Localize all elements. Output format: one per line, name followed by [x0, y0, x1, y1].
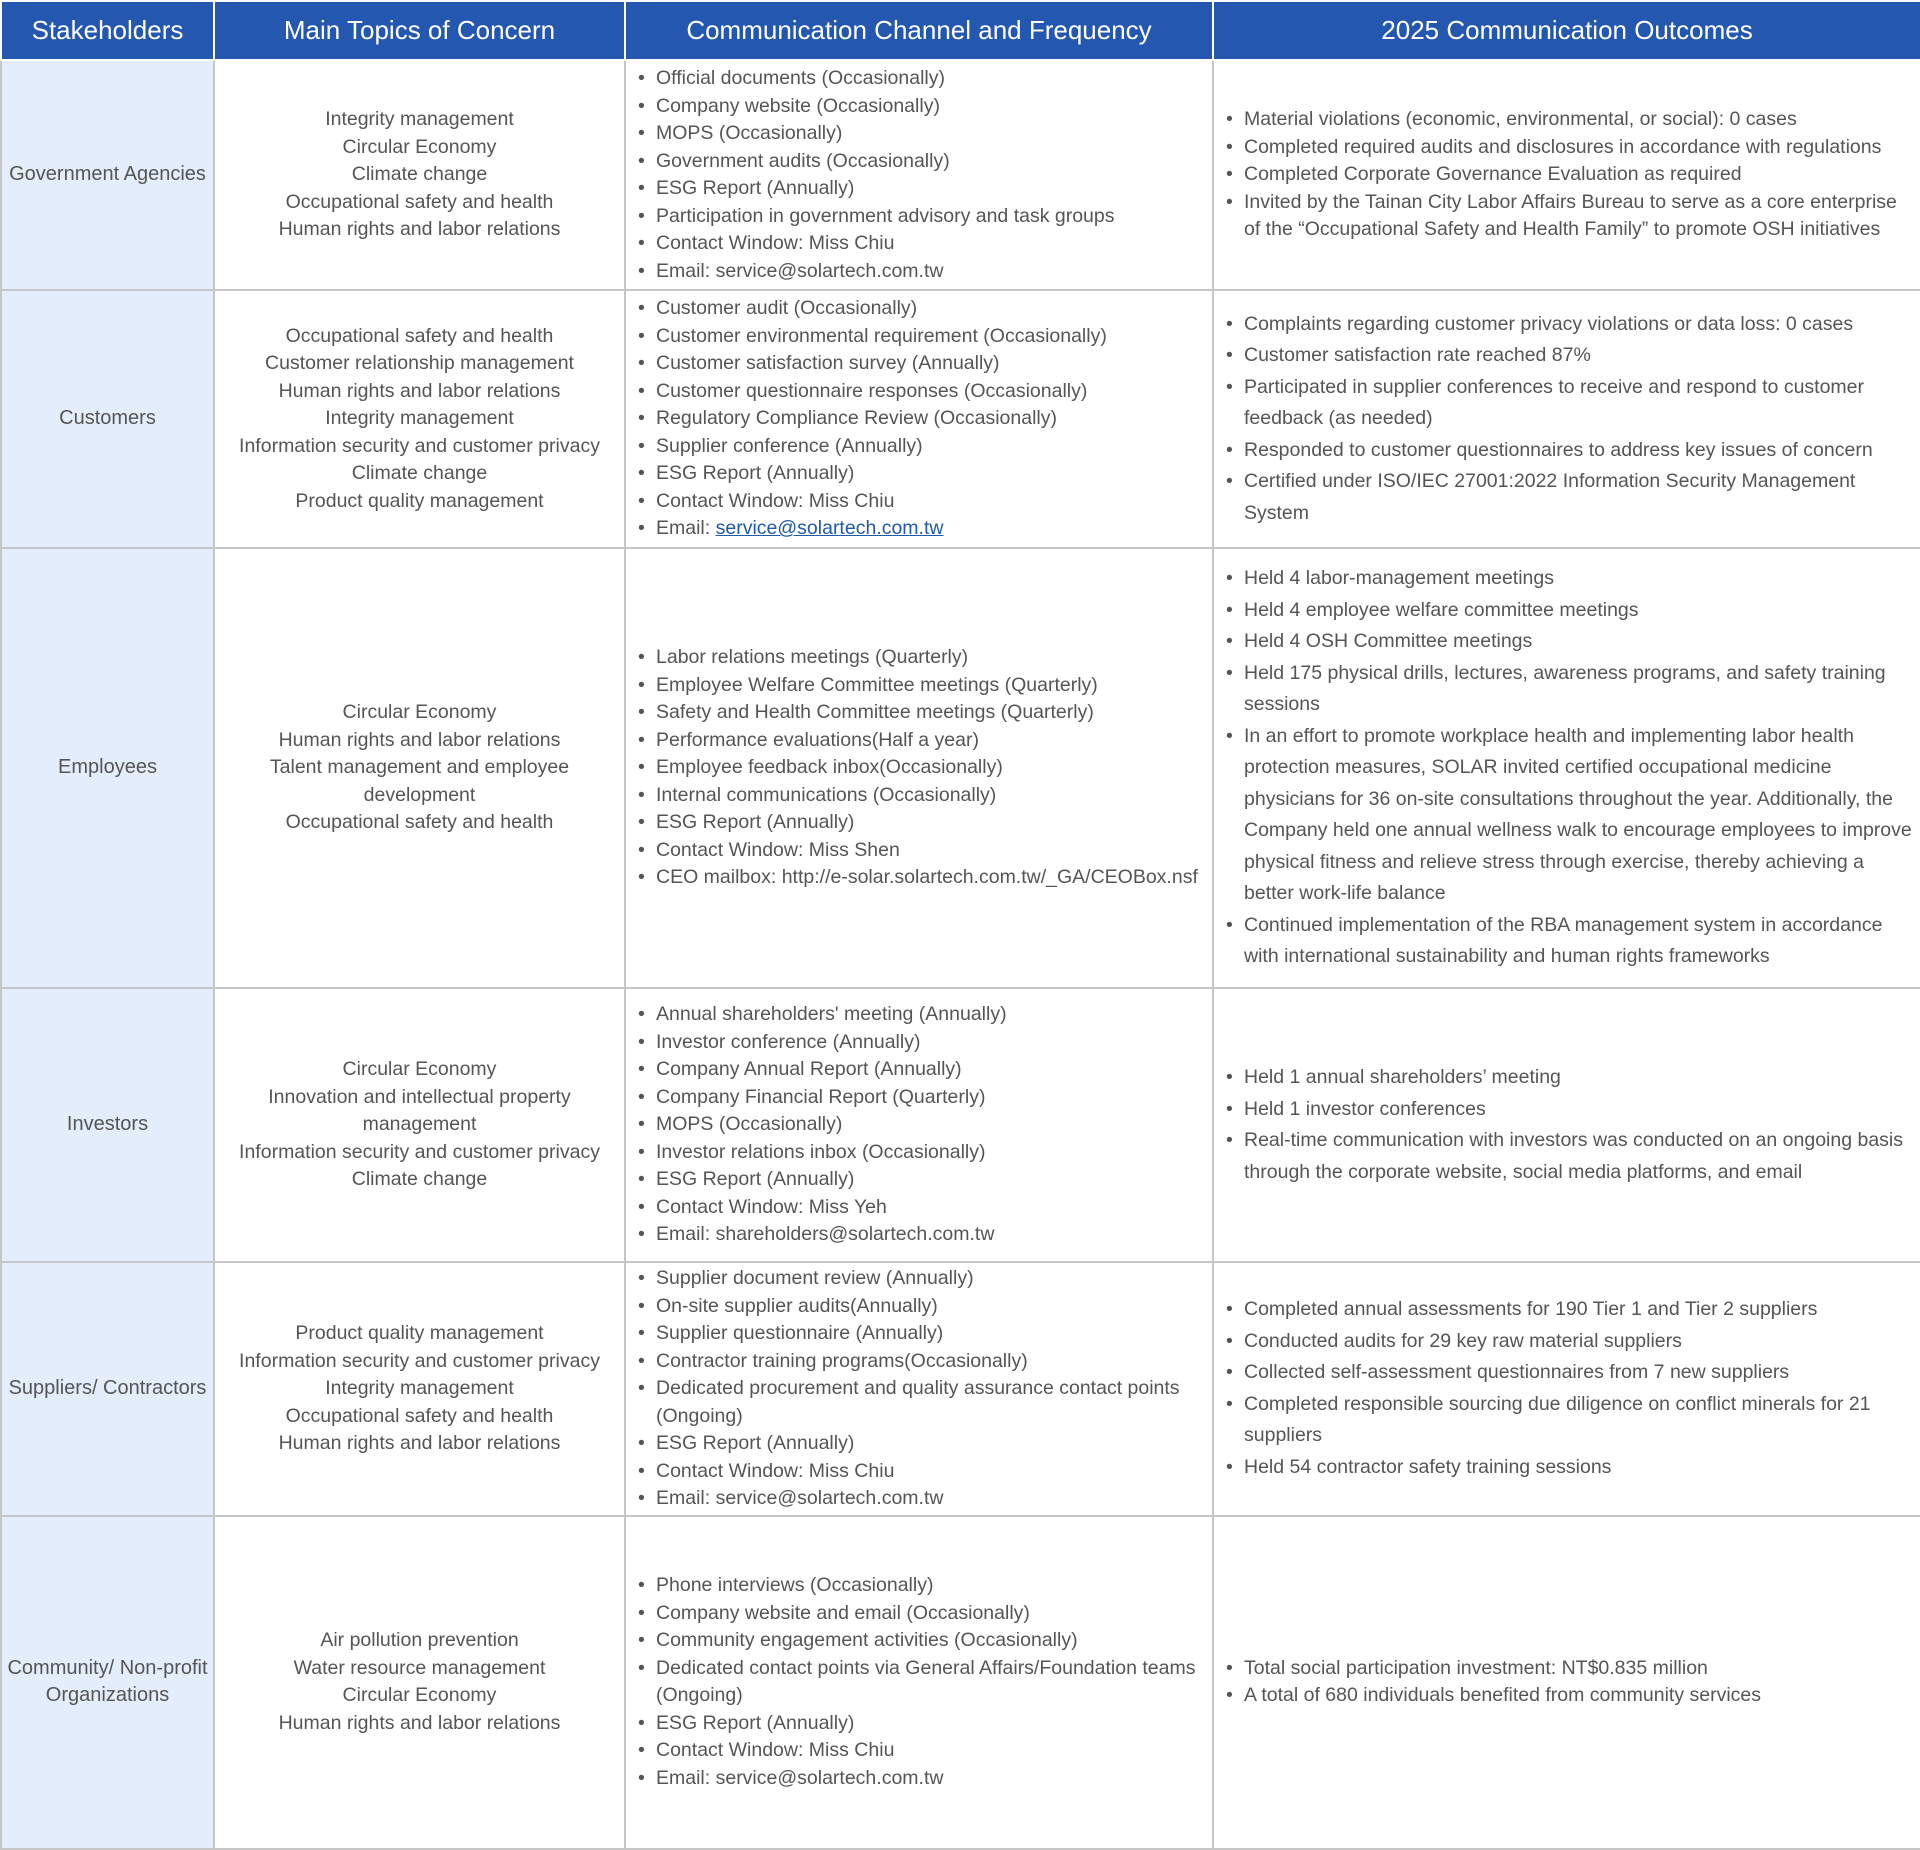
- channel-item: • Company Annual Report (Annually): [634, 1056, 1204, 1084]
- channel-item: • Labor relations meetings (Quarterly): [634, 644, 1204, 672]
- channel-item: • Email: service@solartech.com.tw: [634, 1765, 1204, 1793]
- channel-item: • Company website (Occasionally): [634, 93, 1204, 121]
- outcomes-cell: [1213, 548, 1920, 988]
- channel-item: • Supplier document review (Annually): [634, 1265, 1204, 1293]
- topic-item: Air pollution prevention: [320, 1629, 519, 1651]
- channel-item: • Government audits (Occasionally): [634, 148, 1204, 176]
- channel-item: • Contact Window: Miss Chiu: [634, 1737, 1204, 1765]
- channel-item: • Phone interviews (Occasionally): [634, 1572, 1204, 1600]
- channel-item: • Supplier questionnaire (Annually): [634, 1320, 1204, 1348]
- table-row: [1, 1516, 1920, 1849]
- channel-item: • Email: service@solartech.com.tw: [634, 1485, 1204, 1513]
- topic-item: Customer relationship management: [265, 352, 574, 375]
- channel-item: • Contact Window: Miss Chiu: [634, 488, 1204, 516]
- channel-item: • Annual shareholders' meeting (Annually): [634, 1001, 1204, 1029]
- outcomes-cell: [1213, 988, 1920, 1262]
- header-main-topics: Main Topics of Concern: [214, 1, 625, 60]
- channel-item: • Dedicated procurement and quality assurance contact points (Ongoing): [634, 1375, 1204, 1430]
- channel-item: • Safety and Health Committee meetings (Quarterly): [634, 699, 1204, 727]
- channel-item: • MOPS (Occasionally): [634, 1111, 1204, 1139]
- topic-item: Human rights and labor relations: [278, 218, 561, 241]
- channels-list: [634, 65, 1204, 285]
- topic-item: Climate change: [351, 163, 488, 186]
- channel-item: • Email: shareholders@solartech.com.tw: [634, 1221, 1204, 1249]
- channel-item: • ESG Report (Annually): [634, 1710, 1204, 1738]
- topics-cell: [214, 1516, 625, 1849]
- table-row: [1, 1262, 1920, 1516]
- topic-item: Circular Economy: [342, 1684, 497, 1706]
- channels-list: [634, 1572, 1204, 1792]
- outcome-item: • Responded to customer questionnaires to address key issues of concern: [1222, 435, 1912, 467]
- topic-item: Circular Economy: [342, 1058, 497, 1081]
- outcome-item: • Held 1 investor conferences: [1222, 1094, 1912, 1126]
- stakeholder-cell: Community/ Non-profit Organizations: [1, 1516, 214, 1849]
- outcome-item: • Completed required audits and disclosures in accordance with regulations: [1222, 134, 1912, 162]
- channel-item: • ESG Report (Annually): [634, 460, 1204, 488]
- channels-list: [634, 1001, 1204, 1249]
- header-row: [1, 1, 1920, 60]
- channels-list: [634, 644, 1204, 892]
- header-stakeholders: Stakeholders: [1, 1, 214, 60]
- channel-item: • Participation in government advisory and task groups: [634, 203, 1204, 231]
- topics-cell: [214, 1262, 625, 1516]
- outcomes-list: [1222, 563, 1912, 973]
- channel-item: • ESG Report (Annually): [634, 1430, 1204, 1458]
- topic-item: Occupational safety and health: [285, 811, 554, 834]
- channel-item: • Contact Window: Miss Chiu: [634, 230, 1204, 258]
- channel-item: • MOPS (Occasionally): [634, 120, 1204, 148]
- channel-item: • ESG Report (Annually): [634, 1166, 1204, 1194]
- outcome-item: • Invited by the Tainan City Labor Affairs Bureau to serve as a core enterprise of the “Occupational Safety and Health Family” to promote OSH initiatives: [1222, 189, 1912, 244]
- outcome-item: • Collected self-assessment questionnaires from 7 new suppliers: [1222, 1357, 1912, 1389]
- outcomes-list: [1222, 1655, 1912, 1710]
- topic-item: Human rights and labor relations: [278, 379, 561, 402]
- topic-item: Human rights and labor relations: [278, 1432, 561, 1454]
- outcome-item: • Certified under ISO/IEC 27001:2022 Information Security Management System: [1222, 466, 1912, 529]
- table-row: [1, 60, 1920, 290]
- channel-item: • Contact Window: Miss Shen: [634, 837, 1204, 865]
- channel-item: • Internal communications (Occasionally): [634, 782, 1204, 810]
- table-row: [1, 548, 1920, 988]
- channel-item: • Customer environmental requirement (Occasionally): [634, 323, 1204, 351]
- outcome-item: • Customer satisfaction rate reached 87%: [1222, 340, 1912, 372]
- channel-item: • Performance evaluations(Half a year): [634, 727, 1204, 755]
- channel-item: • CEO mailbox: http://e-solar.solartech.com.tw/_GA/CEOBox.nsf: [634, 864, 1204, 892]
- channel-item: • Employee Welfare Committee meetings (Quarterly): [634, 672, 1204, 700]
- topics-cell: [214, 988, 625, 1262]
- outcome-item: • A total of 680 individuals benefited from community services: [1222, 1682, 1912, 1710]
- email-label: Email:: [656, 517, 716, 540]
- topic-item: Human rights and labor relations: [278, 1711, 561, 1734]
- channel-item: • Contractor training programs(Occasionally): [634, 1348, 1204, 1376]
- channel-item: • Company website and email (Occasionally): [634, 1600, 1204, 1628]
- channel-item: • Dedicated contact points via General Affairs/Foundation teams (Ongoing): [634, 1655, 1204, 1710]
- topic-item: Human rights and labor relations: [278, 728, 561, 751]
- topic-item: Climate change: [351, 462, 488, 485]
- stakeholder-cell: Employees: [1, 548, 214, 988]
- outcome-item: • Held 4 labor-management meetings: [1222, 563, 1912, 595]
- outcome-item: • Conducted audits for 29 key raw material suppliers: [1222, 1326, 1912, 1358]
- table-row: [1, 290, 1920, 548]
- outcomes-list: [1222, 309, 1912, 530]
- channels-cell: [625, 988, 1213, 1262]
- channel-item: • ESG Report (Annually): [634, 175, 1204, 203]
- channel-item: • Contact Window: Miss Chiu: [634, 1458, 1204, 1486]
- channel-item: • Community engagement activities (Occasionally): [634, 1627, 1204, 1655]
- topic-item: Information security and customer privacy: [239, 1140, 600, 1163]
- outcomes-cell: [1213, 1262, 1920, 1516]
- topic-item: Information security and customer privacy: [239, 434, 600, 457]
- channel-item: • Investor relations inbox (Occasionally): [634, 1139, 1204, 1167]
- topic-item: Integrity management: [325, 407, 514, 430]
- channels-cell: [625, 60, 1213, 290]
- channel-item-email: [634, 515, 1204, 543]
- topics-cell: [214, 60, 625, 290]
- channel-item: • Customer questionnaire responses (Occasionally): [634, 378, 1204, 406]
- outcomes-cell: [1213, 60, 1920, 290]
- outcome-item: • Completed annual assessments for 190 Tier 1 and Tier 2 suppliers: [1222, 1294, 1912, 1326]
- channels-list: [634, 295, 1204, 543]
- stakeholder-cell: Investors: [1, 988, 214, 1262]
- channel-item: • Supplier conference (Annually): [634, 433, 1204, 461]
- outcome-item: • Completed Corporate Governance Evaluation as required: [1222, 161, 1912, 189]
- topics-cell: [214, 548, 625, 988]
- header-channel-frequency: Communication Channel and Frequency: [625, 1, 1213, 60]
- topic-item: Integrity management: [325, 1377, 514, 1399]
- outcome-item: • Continued implementation of the RBA management system in accordance with international sustainability and human rights frameworks: [1222, 910, 1912, 973]
- table-row: [1, 988, 1920, 1262]
- channels-cell: [625, 1516, 1213, 1849]
- channel-item: • Customer audit (Occasionally): [634, 295, 1204, 323]
- topic-item: Climate change: [351, 1168, 488, 1191]
- channel-item: • Email: service@solartech.com.tw: [634, 258, 1204, 286]
- outcome-item: • Material violations (economic, environmental, or social): 0 cases: [1222, 106, 1912, 134]
- channels-cell: [625, 1262, 1213, 1516]
- outcome-item: • Participated in supplier conferences to receive and respond to customer feedback (as needed): [1222, 372, 1912, 435]
- channel-item: • Company Financial Report (Quarterly): [634, 1084, 1204, 1112]
- channel-item: • Employee feedback inbox(Occasionally): [634, 754, 1204, 782]
- topic-item: Talent management and employee development: [269, 756, 570, 806]
- channel-item: • Contact Window: Miss Yeh: [634, 1194, 1204, 1222]
- outcome-item: • Complaints regarding customer privacy violations or data loss: 0 cases: [1222, 309, 1912, 341]
- outcome-item: • Held 175 physical drills, lectures, awareness programs, and safety training sessions: [1222, 658, 1912, 721]
- stakeholder-cell: Suppliers/ Contractors: [1, 1262, 214, 1516]
- stakeholder-cell: Customers: [1, 290, 214, 548]
- outcomes-cell: [1213, 1516, 1920, 1849]
- outcome-item: • Held 4 OSH Committee meetings: [1222, 626, 1912, 658]
- stakeholder-cell: Government Agencies: [1, 60, 214, 290]
- channel-item: • Investor conference (Annually): [634, 1029, 1204, 1057]
- topic-item: Information security and customer privacy: [239, 1349, 600, 1372]
- topics-cell: [214, 290, 625, 548]
- outcome-item: • Real-time communication with investors was conducted on an ongoing basis through the corporate website, social media platforms, and email: [1222, 1125, 1912, 1188]
- outcomes-cell: [1213, 290, 1920, 548]
- topic-item: Integrity management: [325, 108, 514, 131]
- outcomes-list: [1222, 1294, 1912, 1483]
- header-outcomes: 2025 Communication Outcomes: [1213, 1, 1920, 60]
- outcome-item: • Held 4 employee welfare committee meetings: [1222, 595, 1912, 627]
- topic-item: Product quality management: [295, 489, 544, 512]
- topic-item: Occupational safety and health: [285, 1404, 554, 1427]
- channel-item: • Customer satisfaction survey (Annually): [634, 350, 1204, 378]
- topic-item: Product quality management: [295, 1322, 544, 1344]
- channels-cell: [625, 290, 1213, 548]
- outcome-item: • Total social participation investment: NT$0.835 million: [1222, 1655, 1912, 1683]
- channels-list: [634, 1265, 1204, 1513]
- outcome-item: • Held 54 contractor safety training sessions: [1222, 1452, 1912, 1484]
- channel-item: • Official documents (Occasionally): [634, 65, 1204, 93]
- outcome-item: • Held 1 annual shareholders’ meeting: [1222, 1062, 1912, 1094]
- outcome-item: • In an effort to promote workplace health and implementing labor health protection measures, SOLAR invited certified occupational medicine physicians for 36 on-site consultations throughout the year. Additionally, the Company held one annual wellness walk to encourage employees to improve physical fitness and relieve stress through exercise, thereby achieving a better work-life balance: [1222, 721, 1912, 910]
- outcomes-list: [1222, 106, 1912, 244]
- topic-item: Water resource management: [293, 1656, 546, 1679]
- channel-item: • On-site supplier audits(Annually): [634, 1293, 1204, 1321]
- topic-item: Circular Economy: [342, 135, 497, 158]
- topic-item: Occupational safety and health: [285, 190, 554, 213]
- outcome-item: • Completed responsible sourcing due diligence on conflict minerals for 21 suppliers: [1222, 1389, 1912, 1452]
- channels-cell: [625, 548, 1213, 988]
- topic-item: Innovation and intellectual property management: [268, 1085, 571, 1136]
- outcomes-list: [1222, 1062, 1912, 1188]
- channel-item: • Regulatory Compliance Review (Occasionally): [634, 405, 1204, 433]
- channel-item: • ESG Report (Annually): [634, 809, 1204, 837]
- topic-item: Occupational safety and health: [285, 324, 554, 347]
- topic-item: Circular Economy: [342, 701, 497, 724]
- email-link[interactable]: service@solartech.com.tw: [715, 517, 944, 540]
